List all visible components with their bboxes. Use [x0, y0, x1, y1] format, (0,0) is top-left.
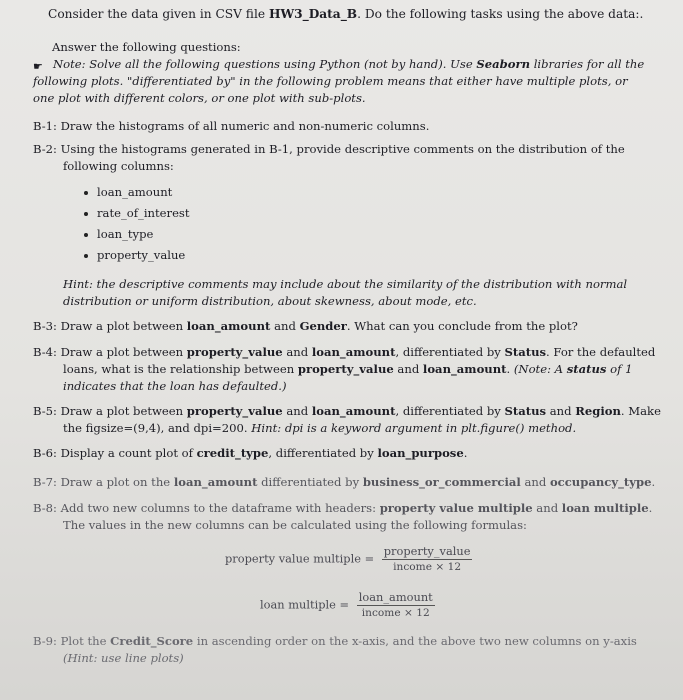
- question-b2: B-2: Using the histograms generated in B-1, provide descriptive comments on the distribution of the following columns:: [33, 142, 625, 173]
- answer-heading: Answer the following questions:: [52, 40, 241, 54]
- question-b6: B-6: Display a count plot of credit_type, differentiated by loan_purpose.: [33, 446, 468, 460]
- list-item: loan_amount: [84, 182, 190, 203]
- question-b4: B-4: Draw a plot between property_value and loan_amount, differentiated by Status. For the defaulted loans, what is the relationship between property_value and loan_amount. (Note: A status of 1 indicates that the loan has defaulted.): [33, 345, 656, 393]
- formula-denominator: income × 12: [361, 607, 430, 619]
- formula-loan-multiple: loan multiple = $\frac{\text{loan\_amount}}{\text{income × 12}}$: [260, 590, 433, 619]
- question-b1: B-1: Draw the histograms of all numeric and non-numeric columns.: [33, 119, 430, 133]
- question-b3: B-3: Draw a plot between loan_amount and Gender. What can you conclude from the plot?: [33, 319, 578, 333]
- question-b7: B-7: Draw a plot on the loan_amount differentiated by business_or_commercial and occupancy_type.: [33, 475, 656, 489]
- file-name: HW3_Data_B: [268, 7, 358, 21]
- list-item: property_value: [84, 245, 190, 266]
- formula-denominator: income × 12: [393, 561, 462, 573]
- column-list: [84, 182, 190, 266]
- hint-paragraph: Hint: the descriptive comments may include about the similarity of the distribution with normal distribution or uniform distribution, about skewness, about mode, etc.: [63, 277, 628, 308]
- formula-numerator: loan_amount: [358, 590, 433, 604]
- question-b5: B-5: Draw a plot between property_value and loan_amount, differentiated by Status and Region. Make the figsize=(9,4), and dpi=200. Hint: dpi is a keyword argument in plt.figure() method.: [33, 404, 661, 435]
- list-item: loan_type: [84, 224, 190, 245]
- formula-property-value-multiple: property value multiple = $\frac{\text{property\_value}}{\text{income × 12}}$: [225, 544, 471, 573]
- intro-sentence: Consider the data given in CSV file HW3_Data_B. Do the following tasks using the above data:.: [48, 7, 644, 21]
- formula-numerator: property_value: [383, 544, 471, 558]
- question-b9: B-9: Plot the Credit_Score in ascending order on the x-axis, and the above two new columns on y-axis (Hint: use line plots): [33, 634, 637, 665]
- list-item: rate_of_interest: [84, 203, 190, 224]
- question-b8: B-8: Add two new columns to the dataframe with headers: property value multiple and loan multiple. The values in the new columns can be calculated using the following formulas:: [33, 501, 653, 532]
- note-paragraph: ☛ Note: Solve all the following questions using Python (not by hand). Use Seaborn libraries for all the following plots. "differentiated by" in the following problem means that either have multiple plots, or one plot with different colors, or one plot with sub-plots.: [33, 57, 645, 105]
- pointing-hand-icon: ☛: [33, 60, 43, 73]
